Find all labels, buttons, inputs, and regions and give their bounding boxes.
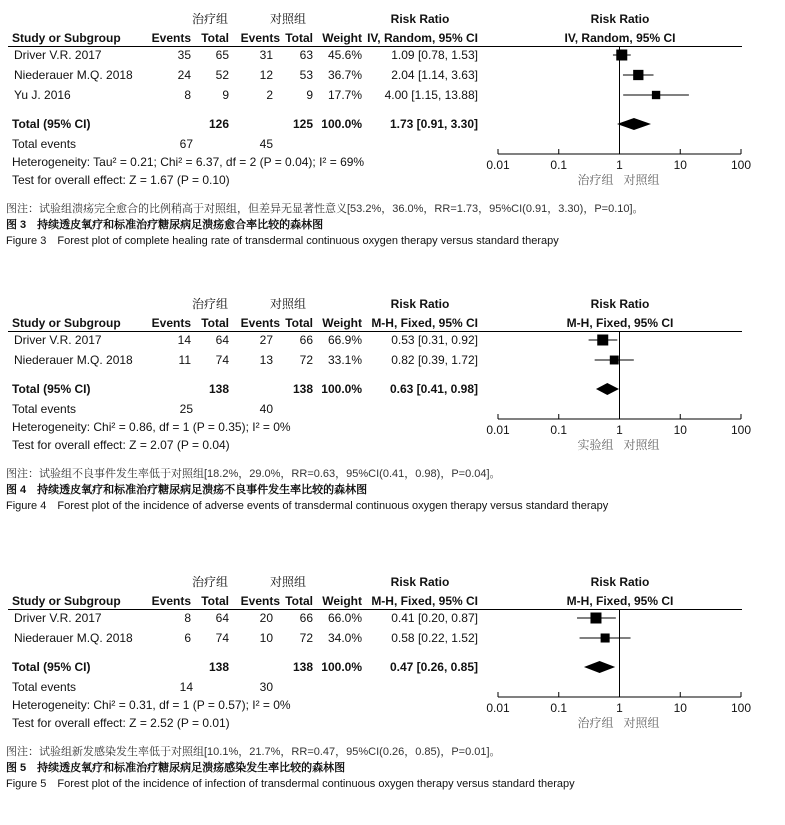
risk-ratio-header: Risk Ratio (390, 575, 450, 589)
b-events-cell: 13 (259, 353, 273, 367)
a-events-cell: 35 (177, 48, 191, 62)
a-total-cell: 9 (222, 88, 229, 102)
study-point-estimate (590, 613, 601, 624)
x-tick-label: 0.01 (486, 701, 510, 715)
rr-cell: 1.09 [0.78, 1.53] (391, 48, 478, 62)
forest-plot-area (0, 12, 785, 212)
a-total-events: 67 (179, 137, 193, 151)
total-events-label: Total events (12, 402, 77, 416)
study-name: Niederauer M.Q. 2018 (14, 353, 133, 367)
plot-risk-ratio-header: Risk Ratio (590, 12, 650, 26)
study-point-estimate (633, 70, 643, 80)
study-name: Niederauer M.Q. 2018 (14, 631, 133, 645)
rr-total: 1.73 [0.91, 3.30] (389, 117, 478, 131)
a-total-cell: 52 (215, 68, 229, 82)
a-total-cell: 65 (215, 48, 229, 62)
a-events-col-header: Events (151, 31, 191, 45)
axis-left-group-label: 实验组 (577, 438, 614, 452)
caption-cn: 图 4 持续透皮氧疗和标准治疗糖尿病足溃疡不良事件发生率比较的森林图 (6, 484, 368, 496)
b-events-col-header: Events (240, 594, 280, 608)
b-total-col-header: Total (285, 594, 313, 608)
total-label: Total (95% CI) (12, 382, 91, 396)
overall-effect-text: Test for overall effect: Z = 1.67 (P = 0.10) (12, 173, 230, 187)
a-total-cell: 64 (215, 611, 229, 625)
b-total-cell: 63 (299, 48, 313, 62)
b-events-cell: 10 (259, 631, 273, 645)
rr-total: 0.47 [0.26, 0.85] (389, 660, 478, 674)
forest-panel-1 (0, 12, 785, 262)
x-tick-label: 0.01 (486, 158, 510, 172)
caption-en: Figure 3 Forest plot of complete healing rate of transdermal continuous oxygen therapy versus standard therapy (6, 235, 559, 247)
a-total-total: 138 (208, 660, 229, 674)
a-total-cell: 74 (215, 631, 229, 645)
study-point-estimate (616, 50, 627, 61)
b-events-cell: 20 (259, 611, 273, 625)
b-events-cell: 27 (259, 333, 273, 347)
b-total-col-header: Total (285, 316, 313, 330)
a-total-total: 138 (208, 382, 229, 396)
weight-cell: 45.6% (327, 48, 362, 62)
x-tick-label: 1 (616, 701, 623, 715)
x-tick-label: 1 (616, 158, 623, 172)
risk-ratio-header: Risk Ratio (390, 297, 450, 311)
weight-cell: 66.0% (327, 611, 362, 625)
b-events-cell: 31 (259, 48, 273, 62)
method-col-header: M-H, Fixed, 95% CI (371, 594, 478, 608)
method-col-header: IV, Random, 95% CI (367, 31, 478, 45)
rr-total: 0.63 [0.41, 0.98] (389, 382, 478, 396)
study-point-estimate (597, 335, 608, 346)
rr-cell: 0.41 [0.20, 0.87] (391, 611, 478, 625)
b-total-events: 30 (259, 680, 273, 694)
total-events-label: Total events (12, 680, 77, 694)
weight-col-header: Weight (322, 316, 362, 330)
x-tick-label: 100 (730, 158, 752, 172)
axis-right-group-label: 对照组 (623, 438, 660, 452)
weight-cell: 66.9% (327, 333, 362, 347)
caption-cn: 图 3 持续透皮氧疗和标准治疗糖尿病足溃疡愈合率比较的森林图 (6, 219, 324, 231)
total-label: Total (95% CI) (12, 117, 91, 131)
axis-left-group-label: 治疗组 (577, 173, 614, 187)
a-events-cell: 11 (178, 353, 191, 367)
b-total-events: 45 (259, 137, 273, 151)
b-total-col-header: Total (285, 31, 313, 45)
study-point-estimate (652, 91, 660, 99)
axis-left-group-label: 治疗组 (577, 716, 614, 730)
x-tick-label: 100 (730, 701, 752, 715)
weight-col-header: Weight (322, 31, 362, 45)
caption-note: 图注：试验组新发感染发生率低于对照组[10.1%，21.7%，RR=0.47，95%CI(0.26，0.85)，P=0.01]。 (6, 746, 501, 758)
a-events-cell: 6 (184, 631, 191, 645)
b-events-col-header: Events (240, 316, 280, 330)
weight-cell: 34.0% (327, 631, 362, 645)
weight-cell: 33.1% (327, 353, 362, 367)
heterogeneity-text: Heterogeneity: Tau² = 0.21; Chi² = 6.37, df = 2 (P = 0.04); I² = 69% (12, 155, 365, 169)
a-total-col-header: Total (201, 594, 229, 608)
group-a-header: 治疗组 (191, 12, 228, 26)
x-tick-label: 10 (673, 158, 687, 172)
study-name: Driver V.R. 2017 (14, 611, 102, 625)
group-b-header: 对照组 (269, 12, 306, 26)
b-total-cell: 53 (299, 68, 313, 82)
a-events-cell: 8 (184, 88, 191, 102)
plot-method-header: M-H, Fixed, 95% CI (566, 594, 674, 608)
overall-effect-text: Test for overall effect: Z = 2.52 (P = 0.01) (12, 716, 230, 730)
study-col-header: Study or Subgroup (12, 31, 121, 45)
b-total-total: 125 (292, 117, 313, 131)
b-total-total: 138 (292, 382, 313, 396)
x-tick-label: 0.01 (486, 423, 510, 437)
heterogeneity-text: Heterogeneity: Chi² = 0.86, df = 1 (P = 0.35); I² = 0% (12, 420, 291, 434)
pooled-diamond (617, 118, 651, 130)
a-events-col-header: Events (151, 594, 191, 608)
method-col-header: M-H, Fixed, 95% CI (371, 316, 478, 330)
weight-cell: 36.7% (327, 68, 362, 82)
a-total-cell: 64 (215, 333, 229, 347)
caption-en: Figure 5 Forest plot of the incidence of infection of transdermal continuous oxygen therapy versus standard therapy (6, 778, 575, 790)
weight-total: 100.0% (321, 660, 362, 674)
b-total-cell: 9 (306, 88, 313, 102)
group-b-header: 对照组 (269, 297, 306, 311)
plot-method-header: IV, Random, 95% CI (564, 31, 676, 45)
study-col-header: Study or Subgroup (12, 594, 121, 608)
b-total-total: 138 (292, 660, 313, 674)
total-events-label: Total events (12, 137, 77, 151)
x-tick-label: 0.1 (550, 701, 568, 715)
pooled-diamond (584, 661, 615, 673)
risk-ratio-header: Risk Ratio (390, 12, 450, 26)
a-total-events: 14 (179, 680, 193, 694)
a-total-col-header: Total (201, 316, 229, 330)
a-events-cell: 8 (184, 611, 191, 625)
total-label: Total (95% CI) (12, 660, 91, 674)
x-tick-label: 10 (673, 701, 687, 715)
weight-total: 100.0% (321, 117, 362, 131)
study-col-header: Study or Subgroup (12, 316, 121, 330)
a-total-total: 126 (208, 117, 229, 131)
forest-panel-3 (0, 575, 785, 825)
x-tick-label: 0.1 (550, 423, 568, 437)
rr-cell: 2.04 [1.14, 3.63] (391, 68, 478, 82)
a-events-cell: 24 (177, 68, 191, 82)
a-total-cell: 74 (215, 353, 229, 367)
a-total-col-header: Total (201, 31, 229, 45)
study-name: Niederauer M.Q. 2018 (14, 68, 133, 82)
study-point-estimate (610, 356, 619, 365)
caption-cn: 图 5 持续透皮氧疗和标准治疗糖尿病足溃疡感染发生率比较的森林图 (6, 762, 346, 774)
weight-col-header: Weight (322, 594, 362, 608)
x-tick-label: 1 (616, 423, 623, 437)
plot-method-header: M-H, Fixed, 95% CI (566, 316, 674, 330)
b-events-cell: 2 (266, 88, 273, 102)
rr-cell: 0.53 [0.31, 0.92] (391, 333, 478, 347)
group-a-header: 治疗组 (191, 297, 228, 311)
b-total-cell: 66 (299, 611, 313, 625)
pooled-diamond (596, 383, 619, 395)
caption-en: Figure 4 Forest plot of the incidence of adverse events of transdermal continuous oxygen therapy versus standard therapy (6, 500, 609, 512)
axis-right-group-label: 对照组 (623, 173, 660, 187)
x-tick-label: 100 (730, 423, 752, 437)
b-total-cell: 66 (299, 333, 313, 347)
study-name: Yu J. 2016 (14, 88, 71, 102)
a-events-col-header: Events (151, 316, 191, 330)
b-events-cell: 12 (259, 68, 273, 82)
caption-note: 图注：试验组不良事件发生率低于对照组[18.2%，29.0%，RR=0.63，95%CI(0.41，0.98)，P=0.04]。 (6, 468, 501, 480)
b-total-cell: 72 (299, 353, 313, 367)
study-point-estimate (601, 633, 610, 642)
group-b-header: 对照组 (269, 575, 306, 589)
group-a-header: 治疗组 (191, 575, 228, 589)
weight-total: 100.0% (321, 382, 362, 396)
x-tick-label: 0.1 (550, 158, 568, 172)
study-name: Driver V.R. 2017 (14, 333, 102, 347)
rr-cell: 4.00 [1.15, 13.88] (384, 88, 478, 102)
caption-note: 图注：试验组溃疡完全愈合的比例稍高于对照组，但差异无显著性意义[53.2%，36.0%，RR=1.73，95%CI(0.91，3.30)，P=0.10]。 (6, 203, 644, 215)
axis-right-group-label: 对照组 (623, 716, 660, 730)
b-events-col-header: Events (240, 31, 280, 45)
weight-cell: 17.7% (327, 88, 362, 102)
rr-cell: 0.58 [0.22, 1.52] (391, 631, 478, 645)
b-total-cell: 72 (299, 631, 313, 645)
a-events-cell: 14 (177, 333, 191, 347)
b-total-events: 40 (259, 402, 273, 416)
heterogeneity-text: Heterogeneity: Chi² = 0.31, df = 1 (P = 0.57); I² = 0% (12, 698, 291, 712)
rr-cell: 0.82 [0.39, 1.72] (391, 353, 478, 367)
forest-panel-2 (0, 297, 785, 547)
study-name: Driver V.R. 2017 (14, 48, 102, 62)
x-tick-label: 10 (673, 423, 687, 437)
plot-risk-ratio-header: Risk Ratio (590, 297, 650, 311)
overall-effect-text: Test for overall effect: Z = 2.07 (P = 0.04) (12, 438, 230, 452)
plot-risk-ratio-header: Risk Ratio (590, 575, 650, 589)
a-total-events: 25 (179, 402, 193, 416)
